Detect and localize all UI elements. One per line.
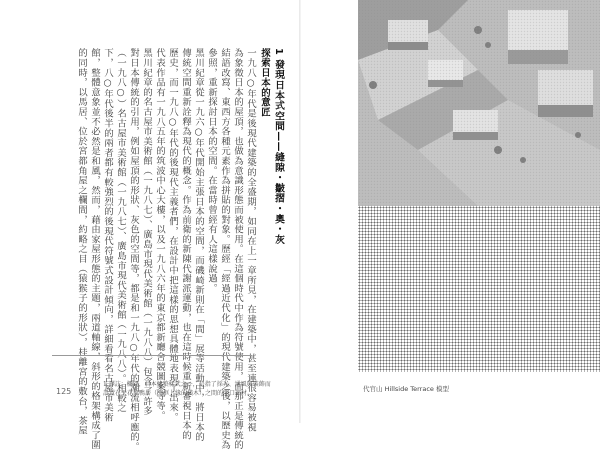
body-column: 傳統空間重新詮釋為現代的概念。作為前衛的新陳代謝派運動，也在這時候重新審視日本的 (180, 48, 191, 440)
body-column: 下，八○年代後半的兩者都有較強烈的後現代符號式設計傾向，詳細看看名古屋市美術 (102, 48, 113, 423)
body-column: 參照，重新探討日本的空間。在當時曾經有人這樣說過。 (206, 48, 217, 293)
section-heading: 探索日本的意匠 (259, 48, 270, 118)
architecture-model-photo (358, 0, 600, 206)
footnote-line: 設置在天花與鴨居（門框上緣的橫木）之間的開口部材。 (103, 390, 254, 397)
chapter-title: 1 發現日本式空間——縫隙・皺摺・奧・灰 (273, 48, 284, 245)
body-column: 一九八○年代是後現代建築的全盛期，如同在上一章所見，在建築中，甚至連很容易被視 (245, 48, 256, 432)
page-number: 125 (56, 387, 72, 396)
footnote (103, 380, 293, 398)
body-column: 的同時，以馬居、位於宮都角屋之欄間，約略之目（猿猴子的形狀），桂離宮的敷台，茶屋 (76, 48, 87, 436)
body-column: 代表作品有一九八五年的筑波中心大樓，以及一九八六年的東京都新廳舍競圖案等等。 (154, 48, 165, 421)
body-column: 黑川紀章的名古屋市美術館（一九八七）、廣島市現代美術館（一九八八）包含了許多 (141, 48, 152, 416)
photo-caption: 代官山 Hillside Terrace 模型 (363, 385, 449, 393)
halftone-dot-field (358, 206, 600, 372)
right-page (301, 0, 600, 423)
body-column: 為象徵日本的屋頂，也做為意識形態而被使用。在這個時代中作為符號使用，而那正是傳統的 (232, 48, 243, 450)
body-column: 黑川紀章從一九六○年代開始主張日本的空間，而磯崎新則在「間」展等活動中，將日本的 (193, 48, 204, 442)
body-column: 館，整體意象並不必然是和風，然而，藉由家屋形態的主題，兩道軸線，斜形的格架構成了圍 (89, 48, 100, 450)
footnote-divider (52, 355, 252, 356)
model-photo-graphic (358, 0, 600, 206)
footnote-line: 1.譯註：欄間，日本建築樣式之一，是指了採光、通風與裝飾而 (103, 381, 271, 388)
body-column: 歷史，而一九八○年代的後現代主義者們，在設計中把這樣的思想具體地表現了出來。 (167, 48, 178, 423)
body-column: 結語改寫、東西方各種元素作為拼貼的對象。歷經「經過近代化」的現代建築之後，以歷史為 (219, 48, 230, 450)
body-column: （一九八○）名古屋市美術館（一九八七）、廣島市現代美術館（一九八八）。相較之 (115, 48, 126, 413)
body-column: 對日本傳統的引用，例如屋頂的形狀、灰色的空間等，都是和一九八○年代的潮流相呼應的。 (128, 48, 139, 452)
